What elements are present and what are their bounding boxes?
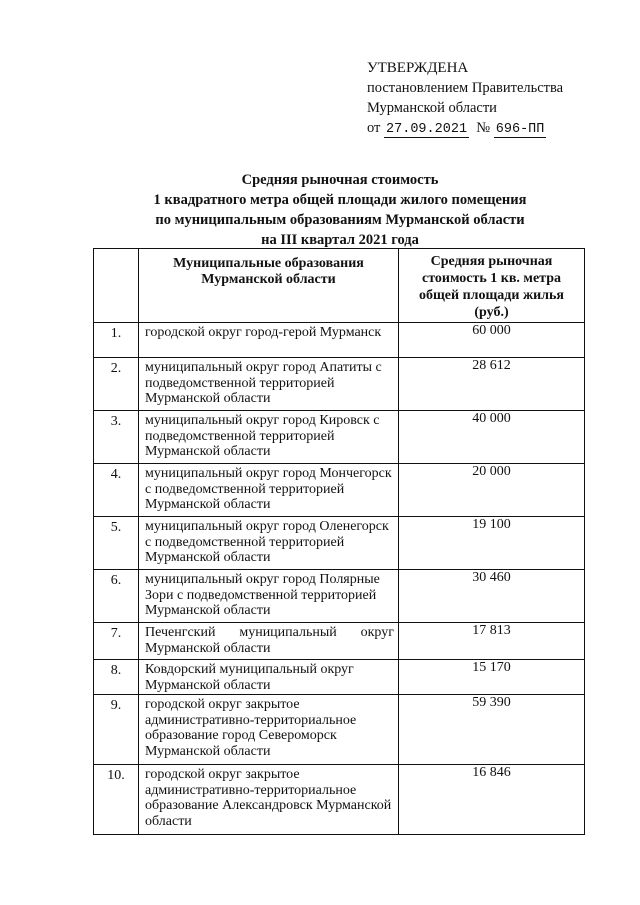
row-number: 7. <box>94 623 139 660</box>
row-price: 15 170 <box>399 660 585 695</box>
row-municipality: муниципальный округ город Оленегорск с подведомственной территорией Мурманской области <box>139 517 399 570</box>
row-number: 1. <box>94 323 139 358</box>
row-price: 16 846 <box>399 765 585 835</box>
table-row <box>94 358 585 411</box>
row-number: 3. <box>94 411 139 464</box>
approval-date: 27.09.2021 <box>386 122 468 137</box>
table-row <box>94 323 585 358</box>
table-row <box>94 464 585 517</box>
row-number: 9. <box>94 695 139 765</box>
header-number <box>94 249 139 323</box>
row-number: 10. <box>94 765 139 835</box>
row-number: 8. <box>94 660 139 695</box>
row-municipality: городской округ город-герой Мурманск <box>139 323 399 358</box>
row-municipality: городской округ закрытое административно-территориальное образование Александровск Мурманской области <box>139 765 399 835</box>
table-header-row <box>94 249 585 323</box>
table-row <box>94 623 585 660</box>
price-table <box>93 248 585 835</box>
approval-line-2: Мурманской области <box>367 100 497 116</box>
row-municipality: муниципальный округ город Кировск с подведомственной территорией Мурманской области <box>139 411 399 464</box>
header-municipality: Муниципальные образования Мурманской области <box>139 249 399 323</box>
row-price: 30 460 <box>399 570 585 623</box>
row-price: 28 612 <box>399 358 585 411</box>
row-municipality: муниципальный округ город Полярные Зори с подведомственной территорией Мурманской области <box>139 570 399 623</box>
row-number: 5. <box>94 517 139 570</box>
table-row <box>94 695 585 765</box>
table-row <box>94 570 585 623</box>
document-title <box>90 170 590 250</box>
row-number: 4. <box>94 464 139 517</box>
approval-date-line <box>367 118 563 140</box>
approval-line-1: постановлением Правительства <box>367 80 564 96</box>
row-municipality: Ковдорский муниципальный округ Мурманской области <box>139 660 399 695</box>
from-label: от <box>367 120 381 136</box>
row-price: 19 100 <box>399 517 585 570</box>
row-municipality: Печенгский муниципальный округ Мурманской области <box>139 623 399 660</box>
row-number: 2. <box>94 358 139 411</box>
row-price: 60 000 <box>399 323 585 358</box>
title-line-3: по муниципальным образованиям Мурманской области <box>155 212 525 228</box>
row-municipality: муниципальный округ город Мончегорск с подведомственной территорией Мурманской области <box>139 464 399 517</box>
table-row <box>94 517 585 570</box>
header-price: Средняя рыночная стоимость 1 кв. метра общей площади жилья (руб.) <box>399 249 585 323</box>
title-line-4: на III квартал 2021 года <box>261 232 419 248</box>
table-row <box>94 660 585 695</box>
table-row <box>94 765 585 835</box>
row-municipality: городской округ закрытое административно-территориальное образование город Североморск Мурманской области <box>139 695 399 765</box>
row-price: 20 000 <box>399 464 585 517</box>
title-line-2: 1 квадратного метра общей площади жилого помещения <box>153 192 527 208</box>
approval-heading: УТВЕРЖДЕНА <box>367 60 469 76</box>
row-number: 6. <box>94 570 139 623</box>
number-label: № <box>476 120 491 136</box>
row-price: 40 000 <box>399 411 585 464</box>
title-line-1: Средняя рыночная стоимость <box>241 172 439 188</box>
table-row <box>94 411 585 464</box>
row-municipality: муниципальный округ город Апатиты с подведомственной территорией Мурманской области <box>139 358 399 411</box>
row-price: 59 390 <box>399 695 585 765</box>
approval-number: 696-ПП <box>495 122 545 137</box>
approval-stamp <box>367 58 563 140</box>
row-price: 17 813 <box>399 623 585 660</box>
